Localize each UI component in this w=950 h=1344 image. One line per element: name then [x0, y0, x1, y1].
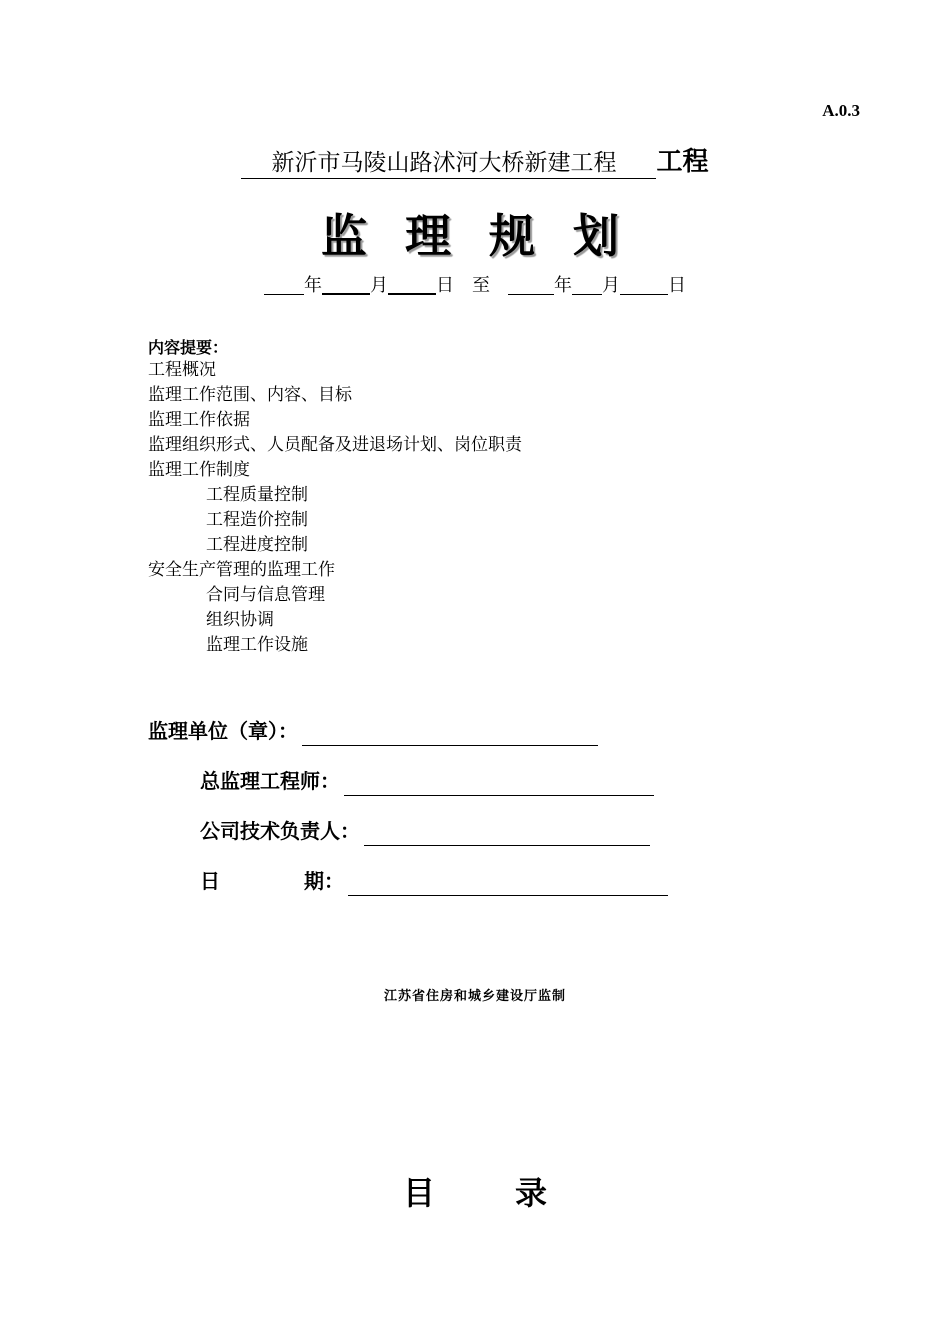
summary-item: 合同与信息管理: [206, 585, 325, 605]
form-code: A.0.3: [822, 101, 860, 120]
start-year-label: 年: [304, 275, 322, 296]
end-month-blank: [572, 276, 602, 295]
summary-item: 监理组织形式、人员配备及进退场计划、岗位职责: [148, 435, 522, 455]
date-range-line: [0, 272, 950, 300]
chief-engineer-row: [200, 766, 654, 796]
tech-leader-label: 公司技术负责人：: [200, 819, 360, 843]
range-to-label: 至: [472, 275, 490, 296]
summary-item: 监理工作制度: [148, 460, 250, 480]
end-year-blank: [508, 276, 554, 295]
chief-engineer-label: 总监理工程师：: [200, 769, 340, 793]
summary-item: 组织协调: [206, 610, 274, 630]
summary-item: 工程概况: [148, 360, 216, 380]
summary-heading: 内容提要：: [148, 338, 229, 357]
summary-item: 工程质量控制: [206, 485, 308, 505]
start-year-blank: [264, 276, 304, 295]
start-month-blank: [322, 275, 370, 295]
tech-leader-line: [364, 823, 650, 846]
chief-engineer-line: [344, 773, 654, 796]
supervision-unit-row: [148, 716, 598, 746]
issuer-note: 江苏省住房和城乡建设厅监制: [383, 989, 566, 1004]
tech-leader-row: [200, 816, 650, 846]
end-year-label: 年: [554, 275, 572, 296]
supervision-unit-label: 监理单位（章）：: [148, 719, 298, 743]
start-day-label: 日: [436, 275, 454, 296]
toc-title: 目录: [402, 1174, 627, 1212]
summary-item: 监理工作范围、内容、目标: [148, 385, 352, 405]
end-day-blank: [620, 276, 668, 295]
project-title-line: [0, 145, 950, 180]
project-name: 新沂市马陵山路沭河大桥新建工程: [241, 148, 656, 179]
end-day-label: 日: [668, 275, 686, 296]
summary-item: 监理工作设施: [206, 635, 308, 655]
summary-list: [148, 358, 522, 658]
document-title: 监理规划: [321, 209, 657, 263]
start-day-blank: [388, 275, 436, 295]
project-suffix: 工程: [656, 147, 709, 177]
summary-item: 监理工作依据: [148, 410, 250, 430]
supervision-unit-line: [302, 723, 598, 746]
date-label-second: 期：: [304, 869, 344, 893]
date-row: [200, 866, 668, 896]
summary-item: 工程进度控制: [206, 535, 308, 555]
end-month-label: 月: [602, 275, 620, 296]
date-label-first: 日: [200, 869, 220, 893]
summary-item: 工程造价控制: [206, 510, 308, 530]
start-month-label: 月: [370, 275, 388, 296]
summary-item: 安全生产管理的监理工作: [148, 560, 335, 580]
date-line: [348, 873, 668, 896]
